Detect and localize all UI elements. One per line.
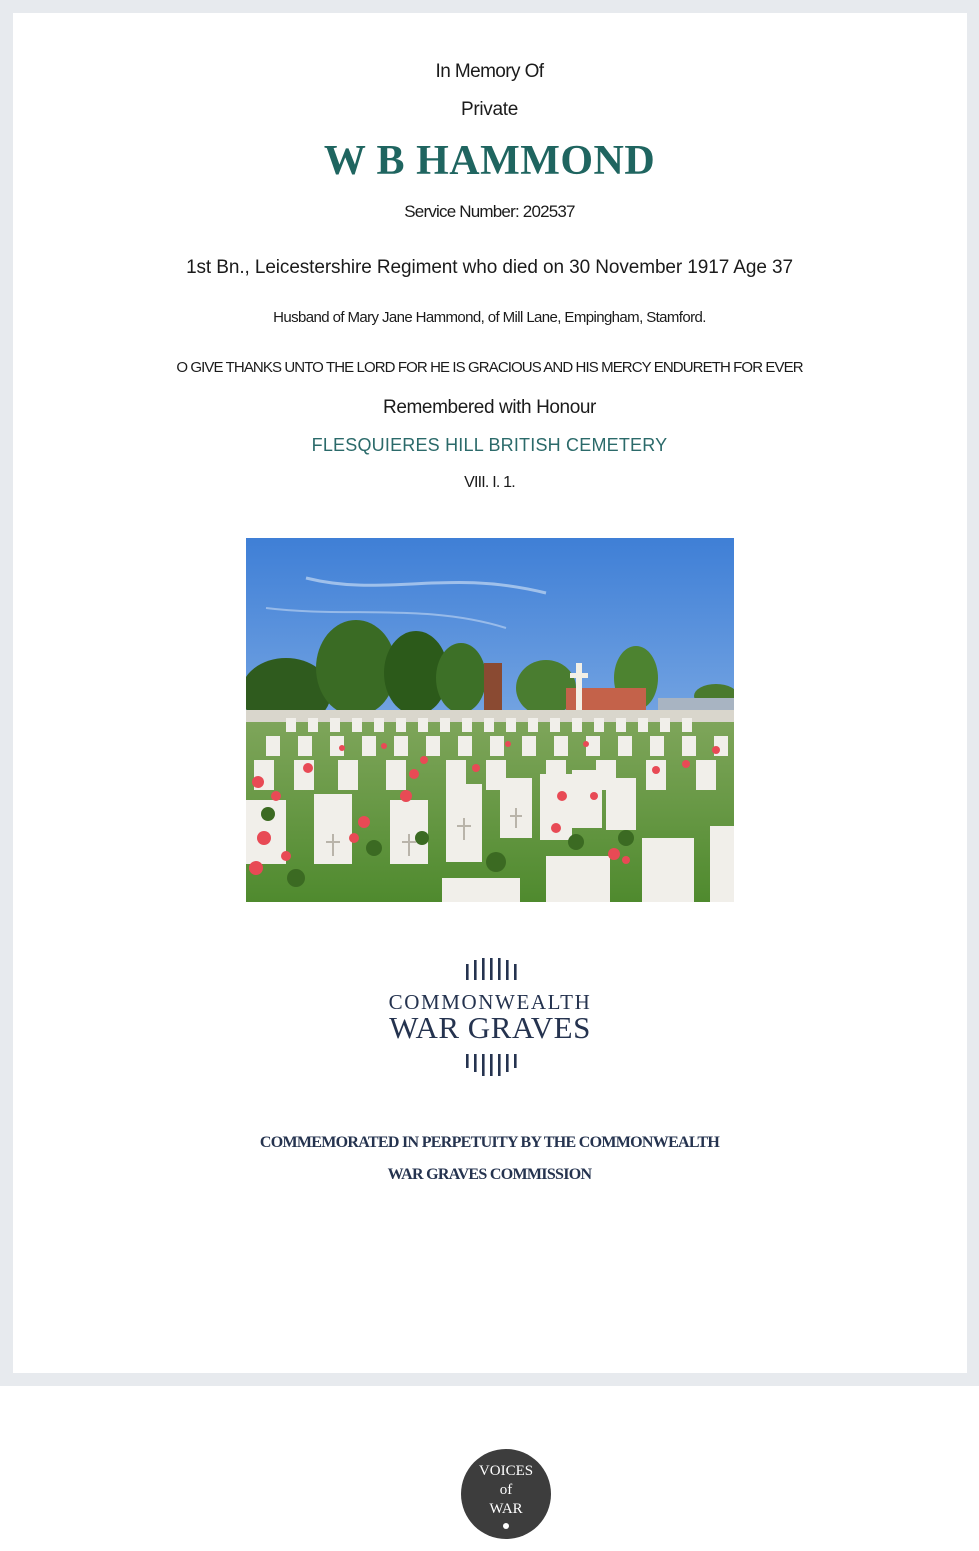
cwgc-logo xyxy=(379,950,601,1085)
voices-of-war-badge xyxy=(461,1449,551,1539)
headstone-bars-icon xyxy=(379,956,601,980)
family-details: Husband of Mary Jane Hammond, of Mill Lane, Empingham, Stamford. xyxy=(273,309,706,326)
rank-text: Private xyxy=(460,99,519,120)
unit-and-death-details: 1st Bn., Leicestershire Regiment who died on 30 November 1917 Age 37 xyxy=(186,257,793,278)
commemoration-line-1: COMMEMORATED IN PERPETUITY BY THE COMMONWEALTH xyxy=(259,1134,720,1151)
badge-line-1: VOICES xyxy=(478,1463,534,1479)
service-number: Service Number: 202537 xyxy=(404,202,575,221)
cemetery-photo xyxy=(246,538,734,902)
remembered-text: Remembered with Honour xyxy=(383,397,596,418)
soldier-name: W B HAMMOND xyxy=(323,138,656,184)
commemoration-line-2: WAR GRAVES COMMISSION xyxy=(387,1166,592,1183)
grave-reference: VIII. I. 1. xyxy=(464,474,515,491)
badge-line-3: WAR xyxy=(489,1501,523,1517)
logo-line-1: COMMONWEALTH xyxy=(388,990,592,1014)
personal-inscription: O GIVE THANKS UNTO THE LORD FOR HE IS GRACIOUS AND HIS MERCY ENDURETH FOR EVER xyxy=(176,359,803,376)
intro-text: In Memory Of xyxy=(435,61,544,82)
badge-line-2: of xyxy=(499,1482,513,1498)
logo-line-2: WAR GRAVES xyxy=(389,1010,591,1045)
cemetery-name: FLESQUIERES HILL BRITISH CEMETERY xyxy=(311,435,668,455)
badge-dot-icon xyxy=(503,1523,509,1529)
headstone-bars-icon xyxy=(379,1054,601,1078)
